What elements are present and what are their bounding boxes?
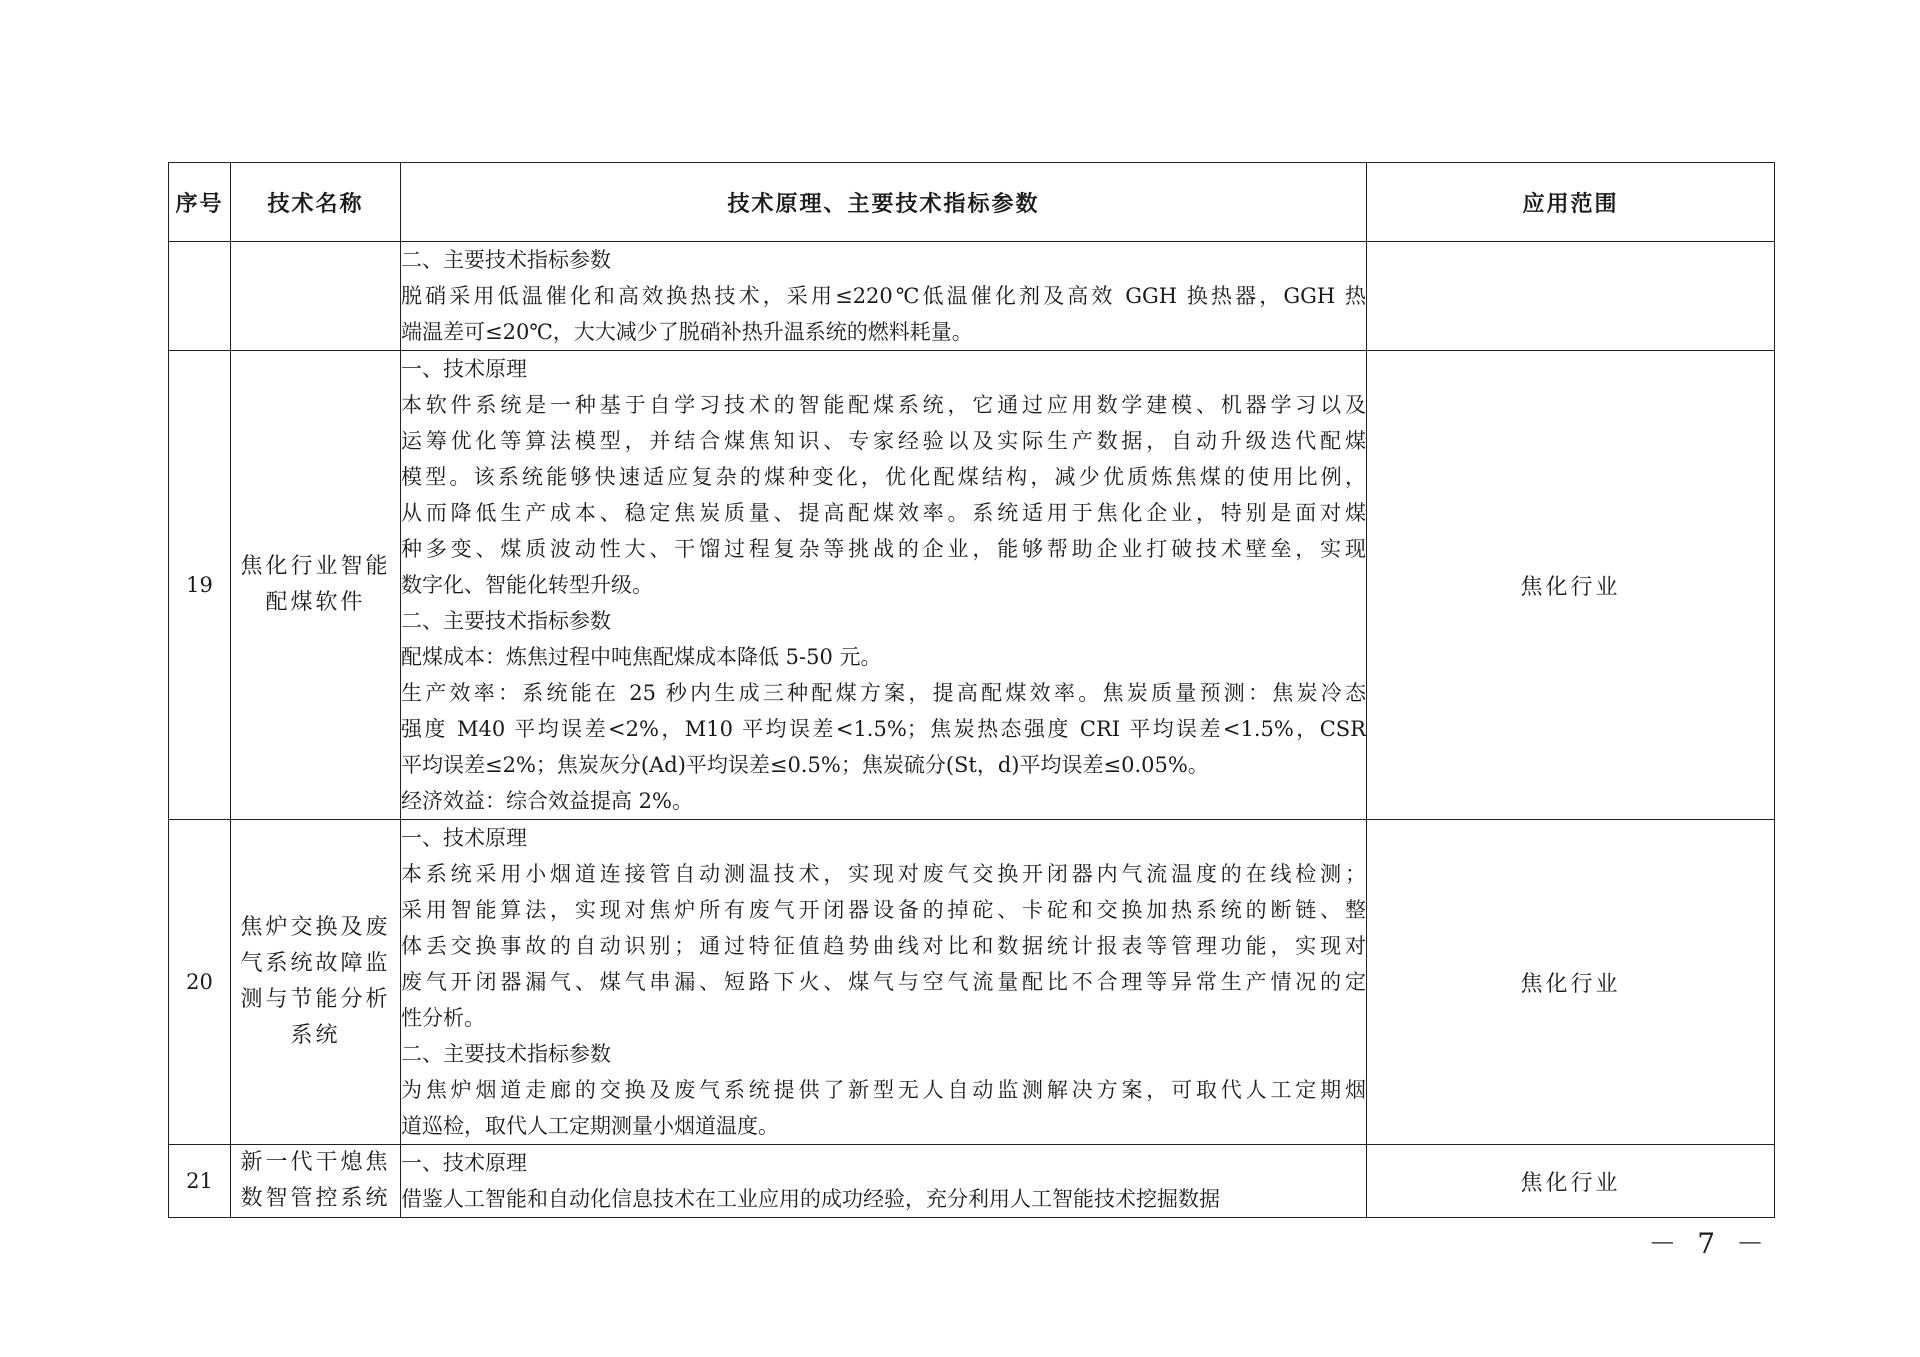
description-line: 平均误差≤2%；焦炭灰分(Ad)平均误差≤0.5%；焦炭硫分(St，d)平均误差≤0.05%。 bbox=[401, 753, 1209, 777]
application-scope: 焦化行业 bbox=[1367, 820, 1775, 1145]
description-line: 道巡检，取代人工定期测量小烟道温度。 bbox=[401, 1114, 779, 1138]
header-no: 序号 bbox=[169, 163, 231, 242]
application-scope: 焦化行业 bbox=[1367, 1145, 1775, 1218]
header-scope: 应用范围 bbox=[1367, 163, 1775, 242]
description-line: 二、主要技术指标参数 bbox=[401, 609, 611, 633]
technology-name bbox=[231, 1145, 401, 1218]
technology-name bbox=[231, 242, 401, 351]
table-row bbox=[169, 351, 1775, 820]
row-number: 19 bbox=[169, 351, 231, 820]
technology-name-line: 测与节能分析 bbox=[240, 987, 391, 1012]
description-line: 采用智能算法，实现对焦炉所有废气开闭器设备的掉砣、卡砣和交换加热系统的断链、整 bbox=[401, 898, 1366, 922]
description-line: 模型。该系统能够快速适应复杂的煤种变化，优化配煤结构，减少优质炼焦煤的使用比例， bbox=[401, 465, 1366, 489]
technology-table bbox=[168, 162, 1775, 1218]
description-line: 为焦炉烟道走廊的交换及废气系统提供了新型无人自动监测解决方案，可取代人工定期烟 bbox=[401, 1078, 1366, 1102]
technology-description bbox=[401, 242, 1367, 351]
technology-name-line: 新一代干熄焦 bbox=[240, 1150, 391, 1175]
description-line: 二、主要技术指标参数 bbox=[401, 1042, 611, 1066]
technology-name-line: 气系统故障监 bbox=[240, 951, 391, 976]
table-row bbox=[169, 1145, 1775, 1218]
description-line: 强度 M40 平均误差<2%，M10 平均误差<1.5%；焦炭热态强度 CRI 平均误差<1.5%，CSR bbox=[401, 717, 1366, 741]
header-name: 技术名称 bbox=[231, 163, 401, 242]
page-number: － 7 － bbox=[1648, 1227, 1770, 1260]
table-body bbox=[169, 242, 1775, 1218]
technology-description bbox=[401, 1145, 1367, 1218]
description-line: 性分析。 bbox=[401, 1006, 485, 1030]
description-line: 一、技术原理 bbox=[401, 357, 527, 381]
description-line: 二、主要技术指标参数 bbox=[401, 248, 611, 272]
description-line: 一、技术原理 bbox=[401, 826, 527, 850]
technology-name-line: 焦炉交换及废 bbox=[240, 915, 391, 940]
technology-name bbox=[231, 351, 401, 820]
description-line: 一、技术原理 bbox=[401, 1151, 527, 1175]
description-line: 从而降低生产成本、稳定焦炭质量、提高配煤效率。系统适用于焦化企业，特别是面对煤 bbox=[401, 501, 1366, 525]
description-line: 废气开闭器漏气、煤气串漏、短路下火、煤气与空气流量配比不合理等异常生产情况的定 bbox=[401, 970, 1366, 994]
row-number bbox=[169, 242, 231, 351]
description-line: 数字化、智能化转型升级。 bbox=[401, 573, 653, 597]
description-line: 本软件系统是一种基于自学习技术的智能配煤系统，它通过应用数学建模、机器学习以及 bbox=[401, 393, 1366, 417]
description-line: 端温差可≤20℃，大大减少了脱硝补热升温系统的燃料耗量。 bbox=[401, 320, 973, 344]
description-line: 借鉴人工智能和自动化信息技术在工业应用的成功经验，充分利用人工智能技术挖掘数据 bbox=[401, 1187, 1220, 1211]
technology-description bbox=[401, 820, 1367, 1145]
description-line: 脱硝采用低温催化和高效换热技术，采用≤220℃低温催化剂及高效 GGH 换热器，GGH 热 bbox=[401, 284, 1366, 308]
description-line: 运筹优化等算法模型，并结合煤焦知识、专家经验以及实际生产数据，自动升级迭代配煤 bbox=[401, 429, 1366, 453]
technology-name bbox=[231, 820, 401, 1145]
description-line: 种多变、煤质波动性大、干馏过程复杂等挑战的企业，能够帮助企业打破技术壁垒，实现 bbox=[401, 537, 1366, 561]
table-row bbox=[169, 820, 1775, 1145]
description-line: 生产效率：系统能在 25 秒内生成三种配煤方案，提高配煤效率。焦炭质量预测：焦炭冷态 bbox=[401, 681, 1366, 705]
technology-name-line: 焦化行业智能 bbox=[240, 554, 391, 579]
description-line: 体丢交换事故的自动识别；通过特征值趋势曲线对比和数据统计报表等管理功能，实现对 bbox=[401, 934, 1366, 958]
row-number: 20 bbox=[169, 820, 231, 1145]
description-line: 经济效益：综合效益提高 2%。 bbox=[401, 789, 693, 813]
application-scope bbox=[1367, 242, 1775, 351]
technology-name-line: 系统 bbox=[290, 1023, 341, 1048]
technology-name-line: 配煤软件 bbox=[265, 590, 366, 615]
application-scope: 焦化行业 bbox=[1367, 351, 1775, 820]
technology-description bbox=[401, 351, 1367, 820]
header-desc: 技术原理、主要技术指标参数 bbox=[401, 163, 1367, 242]
table-row bbox=[169, 242, 1775, 351]
technology-name-line: 数智管控系统 bbox=[240, 1186, 391, 1211]
row-number: 21 bbox=[169, 1145, 231, 1218]
description-line: 本系统采用小烟道连接管自动测温技术，实现对废气交换开闭器内气流温度的在线检测； bbox=[401, 862, 1366, 886]
description-line: 配煤成本：炼焦过程中吨焦配煤成本降低 5-50 元。 bbox=[401, 645, 882, 669]
table-header-row bbox=[169, 163, 1775, 242]
